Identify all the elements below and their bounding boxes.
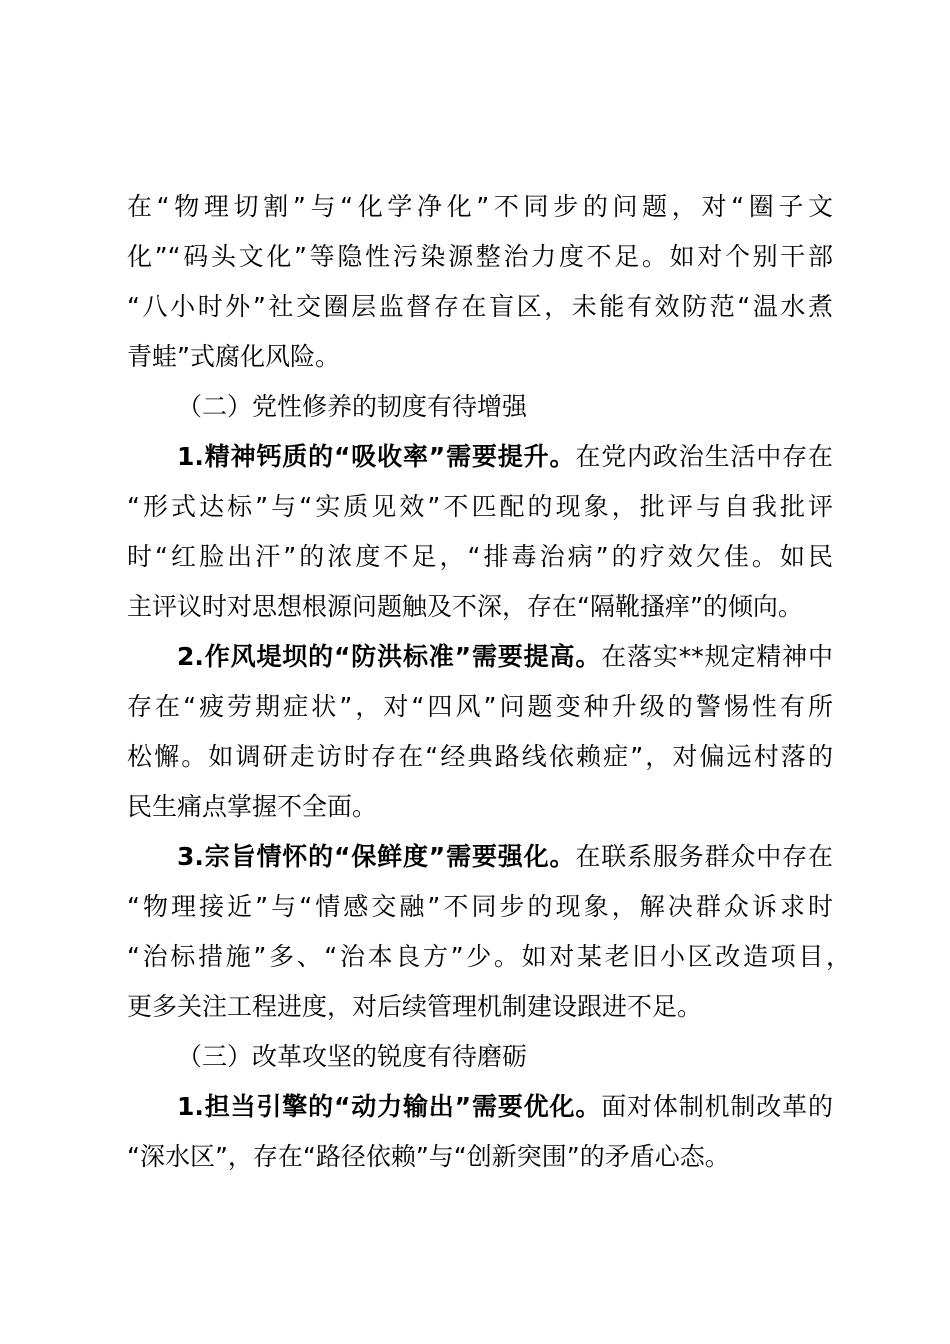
line-text: 在“物理切割”与“化学净化”不同步的问题，对“圈子文 <box>127 192 833 221</box>
line-text: 面对体制机制改革的 <box>601 1092 833 1121</box>
paragraph-line <box>127 590 833 624</box>
heading-text: （三）改革攻坚的锐度有待磨砺 <box>177 1042 528 1071</box>
line-text: 化”“码头文化”等隐性污染源整治力度不足。如对个别干部 <box>127 242 833 271</box>
line-text: 松懈。如调研走访时存在“经典路线依赖症”，对偏远村落的 <box>127 742 833 771</box>
line-text: 在落实**规定精神中 <box>601 642 833 671</box>
line-text: 更多关注工程进度，对后续管理机制建设跟进不足。 <box>127 992 703 1021</box>
line-text: 时“红脸出汗”的浓度不足，“排毒治病”的疗效欠佳。如民 <box>127 542 833 571</box>
paragraph-line <box>127 740 833 774</box>
paragraph-line <box>177 440 833 474</box>
item-lead: 1.担当引擎的“动力输出”需要优化。 <box>177 1092 602 1121</box>
paragraph-line <box>177 640 833 674</box>
section-heading <box>177 390 833 424</box>
item-lead: 3.宗旨情怀的“保鲜度”需要强化。 <box>177 842 576 871</box>
line-text: 存在“疲劳期症状”，对“四风”问题变种升级的警惕性有所 <box>127 692 833 721</box>
paragraph-line <box>177 840 833 874</box>
line-text: 民生痛点掌握不全面。 <box>127 792 378 821</box>
paragraph-line <box>127 340 833 374</box>
line-text: “八小时外”社交圈层监督存在盲区，未能有效防范“温水煮 <box>127 292 833 321</box>
paragraph-line <box>127 690 833 724</box>
line-text: “深水区”，存在“路径依赖”与“创新突围”的矛盾心态。 <box>127 1142 730 1171</box>
line-text: “形式达标”与“实质见效”不匹配的现象，批评与自我批评 <box>127 492 833 521</box>
paragraph-line <box>127 490 833 524</box>
line-text: 主评议时对思想根源问题触及不深，存在“隔靴搔痒”的倾向。 <box>127 592 803 621</box>
line-text: 在党内政治生活中存在 <box>575 442 833 471</box>
paragraph-line <box>127 190 833 224</box>
paragraph-line <box>127 240 833 274</box>
heading-text: （二）党性修养的韧度有待增强 <box>177 392 528 421</box>
paragraph-line <box>177 1090 833 1124</box>
paragraph-line <box>127 990 833 1024</box>
paragraph-line <box>127 790 833 824</box>
item-lead: 2.作风堤坝的“防洪标准”需要提高。 <box>177 642 602 671</box>
paragraph-line <box>127 890 833 924</box>
paragraph-line <box>127 290 833 324</box>
line-text: “物理接近”与“情感交融”不同步的现象，解决群众诉求时 <box>127 892 833 921</box>
line-text: 青蛙”式腐化风险。 <box>127 342 340 371</box>
paragraph-line <box>127 940 851 974</box>
item-lead: 1.精神钙质的“吸收率”需要提升。 <box>177 442 576 471</box>
paragraph-line <box>127 1140 833 1174</box>
line-text: “治标措施”多、“治本良方”少。如对某老旧小区改造项目， <box>127 942 851 971</box>
section-heading <box>177 1040 833 1074</box>
paragraph-line <box>127 540 833 574</box>
line-text: 在联系服务群众中存在 <box>575 842 833 871</box>
